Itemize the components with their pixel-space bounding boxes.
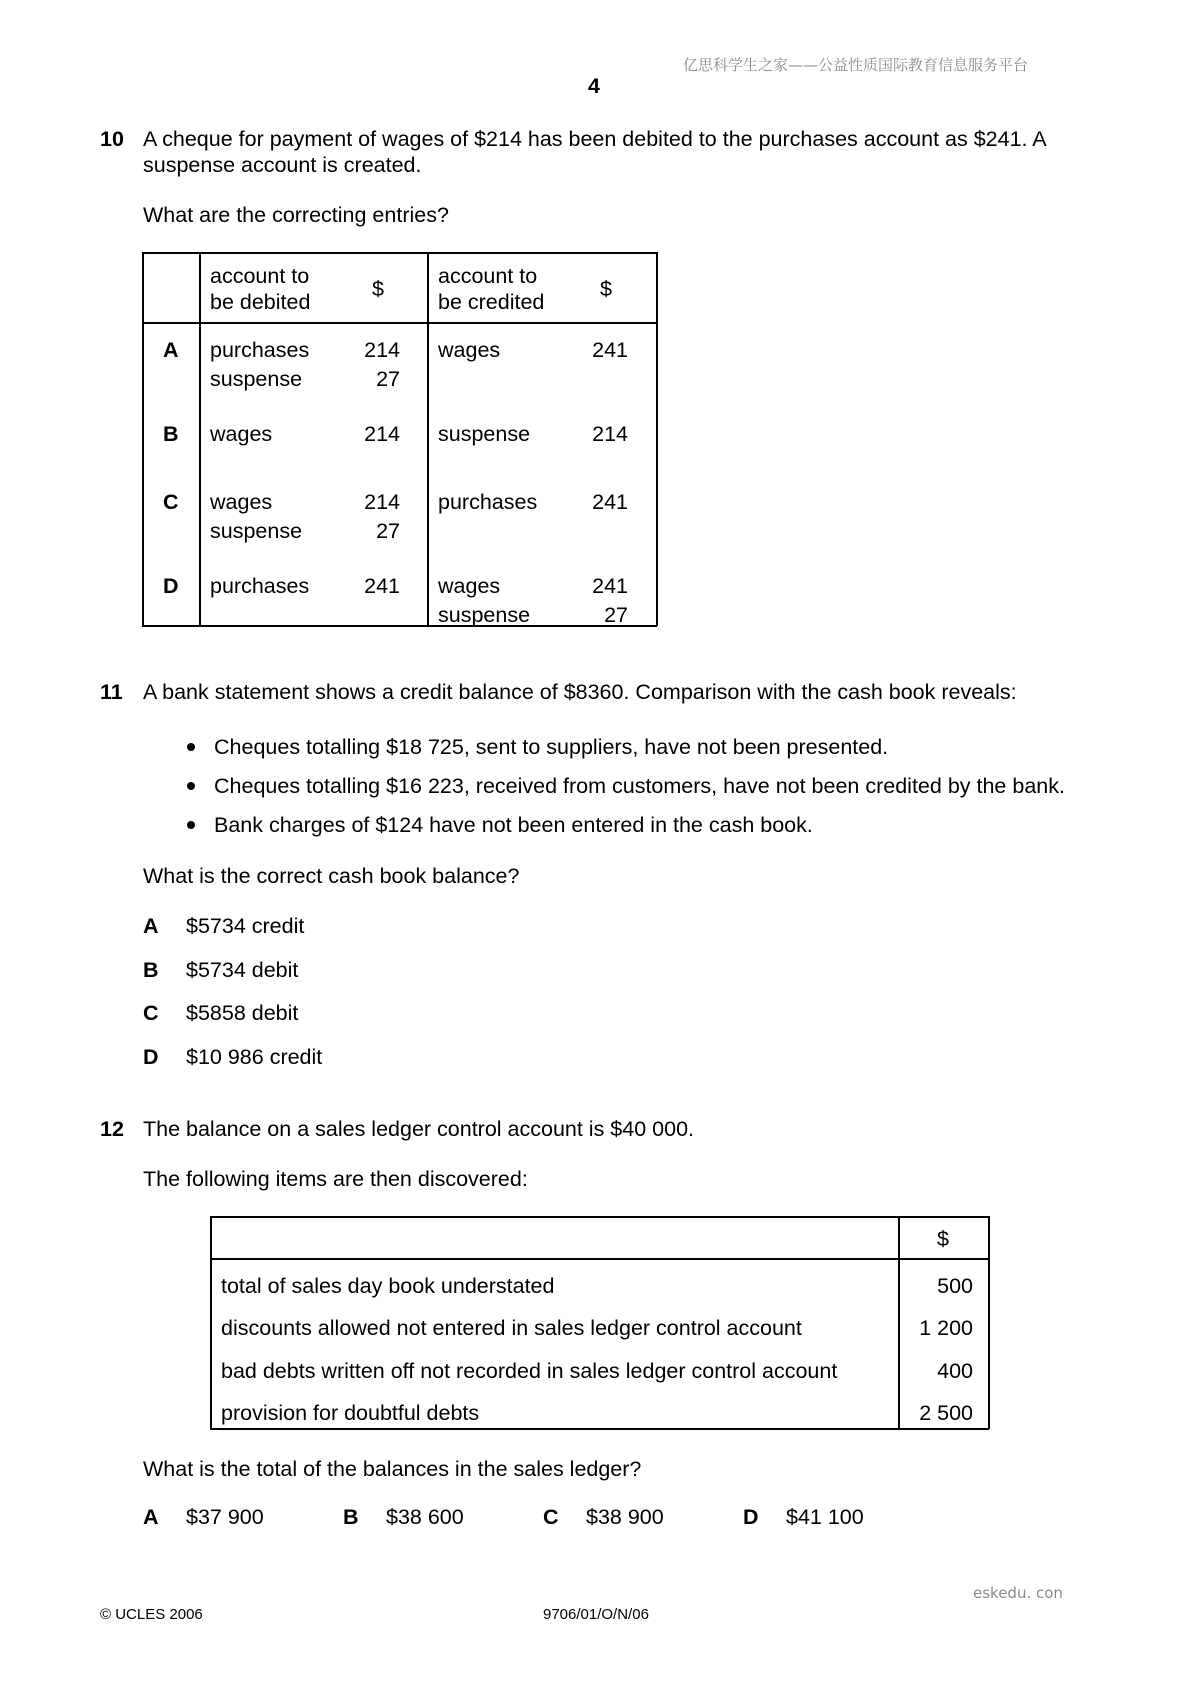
page-number: 4 (588, 74, 600, 98)
paper-code: 9706/01/O/N/06 (543, 1606, 649, 1623)
item-description: provision for doubtful debts (221, 1401, 480, 1425)
column-header: be credited (438, 290, 545, 314)
question-prompt: What is the correct cash book balance? (143, 864, 520, 888)
column-header: $ (937, 1227, 949, 1251)
credit-amount: 241 (592, 338, 628, 362)
debit-amount: 241 (364, 574, 400, 598)
credit-amount: 27 (604, 603, 628, 627)
debit-account: purchases (210, 338, 310, 362)
copyright: © UCLES 2006 (100, 1606, 203, 1623)
table-border (427, 252, 429, 626)
credit-account: wages (438, 338, 501, 362)
option-letter: B (163, 422, 179, 446)
option-letter: C (143, 1001, 159, 1025)
question-number: 10 (100, 127, 124, 151)
credit-account: wages (438, 574, 501, 598)
question-prompt: What are the correcting entries? (143, 203, 449, 227)
option-text: $41 100 (786, 1505, 864, 1529)
debit-amount: 214 (364, 338, 400, 362)
debit-account: suspense (210, 367, 303, 391)
item-amount: 1 200 (919, 1316, 973, 1340)
question-stem: A bank statement shows a credit balance of $8360. Comparison with the cash book reveals: (143, 680, 1017, 704)
bullet-icon (187, 782, 195, 790)
option-letter: B (143, 958, 159, 982)
table-border (210, 1258, 989, 1260)
question-prompt: What is the total of the balances in the sales ledger? (143, 1457, 642, 1481)
table-border (142, 252, 657, 254)
option-text: $5858 debit (186, 1001, 299, 1025)
option-letter: D (743, 1505, 759, 1529)
question-number: 11 (100, 680, 123, 704)
question-stem: suspense account is created. (143, 153, 422, 177)
debit-account: wages (210, 490, 273, 514)
bullet-text: Cheques totalling $18 725, sent to suppliers, have not been presented. (214, 735, 889, 759)
option-letter: D (143, 1045, 159, 1069)
bullet-icon (187, 743, 195, 751)
option-text: $38 900 (586, 1505, 664, 1529)
option-text: $38 600 (386, 1505, 464, 1529)
table-border (988, 1216, 990, 1429)
credit-amount: 214 (592, 422, 628, 446)
bullet-icon (187, 821, 195, 829)
debit-account: wages (210, 422, 273, 446)
debit-account: suspense (210, 519, 303, 543)
item-amount: 2 500 (919, 1401, 973, 1425)
credit-amount: 241 (592, 574, 628, 598)
table-border (199, 252, 201, 626)
option-letter: A (143, 914, 159, 938)
credit-account: suspense (438, 422, 531, 446)
question-stem: A cheque for payment of wages of $214 has been debited to the purchases account as $241. A (143, 127, 1047, 151)
option-letter: C (163, 490, 179, 514)
table-border (210, 1216, 212, 1429)
item-description: bad debts written off not recorded in sales ledger control account (221, 1359, 838, 1383)
option-letter: A (163, 338, 179, 362)
credit-account: purchases (438, 490, 538, 514)
option-text: $37 900 (186, 1505, 264, 1529)
table-border (142, 322, 657, 324)
debit-account: purchases (210, 574, 310, 598)
column-header: account to (438, 264, 538, 288)
table-border (656, 252, 658, 626)
debit-amount: 214 (364, 490, 400, 514)
option-text: $10 986 credit (186, 1045, 323, 1069)
bullet-text: Cheques totalling $16 223, received from customers, have not been credited by the bank. (214, 774, 1065, 798)
debit-amount: 214 (364, 422, 400, 446)
option-text: $5734 debit (186, 958, 299, 982)
debit-amount: 27 (376, 519, 400, 543)
watermark-footer: eskedu. con (973, 1584, 1063, 1602)
credit-account: suspense (438, 603, 531, 627)
table-border (210, 1428, 989, 1430)
table-border (210, 1216, 989, 1218)
item-description: total of sales day book understated (221, 1274, 555, 1298)
bullet-text: Bank charges of $124 have not been entered in the cash book. (214, 813, 813, 837)
column-header: $ (600, 277, 612, 301)
item-amount: 500 (937, 1274, 973, 1298)
item-amount: 400 (937, 1359, 973, 1383)
question-stem: The balance on a sales ledger control account is $40 000. (143, 1117, 695, 1141)
watermark-header: 亿思科学生之家——公益性质国际教育信息服务平台 (683, 56, 1029, 74)
item-description: discounts allowed not entered in sales ledger control account (221, 1316, 802, 1340)
table-border (142, 252, 144, 626)
question-number: 12 (100, 1117, 124, 1141)
column-header: account to (210, 264, 310, 288)
debit-amount: 27 (376, 367, 400, 391)
credit-amount: 241 (592, 490, 628, 514)
option-letter: B (343, 1505, 359, 1529)
option-letter: A (143, 1505, 159, 1529)
option-letter: C (543, 1505, 559, 1529)
question-intro: The following items are then discovered: (143, 1167, 528, 1191)
column-header: be debited (210, 290, 311, 314)
option-letter: D (163, 574, 179, 598)
column-header: $ (372, 277, 384, 301)
option-text: $5734 credit (186, 914, 305, 938)
